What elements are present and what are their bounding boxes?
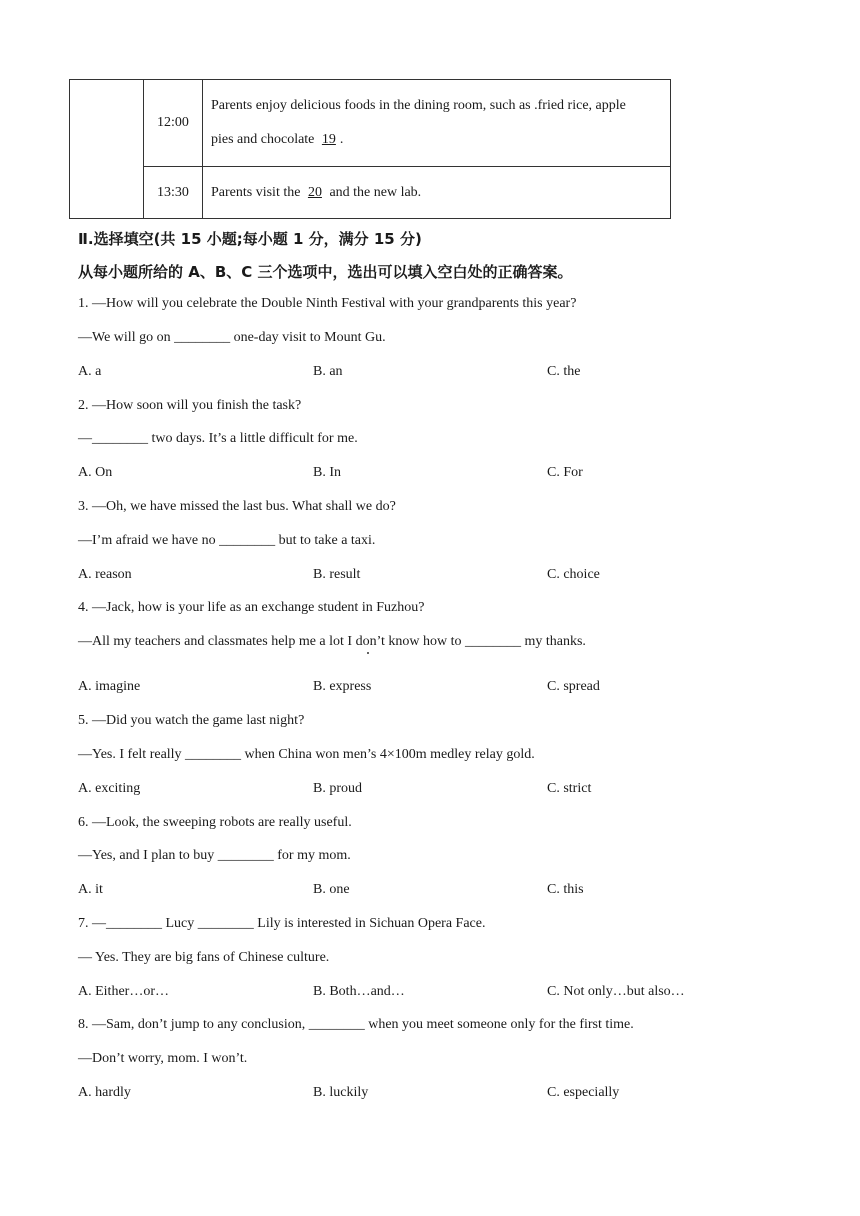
stray-mark <box>367 652 369 654</box>
question-stem: 5. —Did you watch the game last night? <box>78 713 305 728</box>
activity-cell <box>203 167 671 219</box>
question-response: —All my teachers and classmates help me a lot I don’t know how to ________ my thanks. <box>78 634 586 649</box>
section-title: Ⅱ.选择填空(共 15 小题;每小题 1 分，满分 15 分) <box>78 230 422 248</box>
activity-line-2: pies and chocolate <box>211 132 315 147</box>
question-response: —Yes. I felt really ________ when China won men’s 4×100m medley relay gold. <box>78 747 535 762</box>
option-b[interactable]: B. luckily <box>313 1085 369 1100</box>
question-stem: 4. —Jack, how is your life as an exchange student in Fuzhou? <box>78 600 425 615</box>
option-a[interactable]: A. a <box>78 364 102 379</box>
option-b[interactable]: B. express <box>313 679 372 694</box>
question-stem: 1. —How will you celebrate the Double Ninth Festival with your grandparents this year? <box>78 296 577 311</box>
option-a[interactable]: A. imagine <box>78 679 141 694</box>
time-cell: 12:00 <box>144 80 203 167</box>
option-a[interactable]: A. it <box>78 882 103 897</box>
schedule-row <box>70 167 671 219</box>
option-b[interactable]: B. In <box>313 465 341 480</box>
schedule-table <box>69 79 671 219</box>
question-response: — Yes. They are big fans of Chinese culture. <box>78 950 330 965</box>
option-a[interactable]: A. exciting <box>78 781 141 796</box>
activity-text <box>211 89 664 157</box>
option-b[interactable]: B. Both…and… <box>313 984 405 999</box>
activity-line-2-end: . <box>339 132 344 147</box>
option-b[interactable]: B. proud <box>313 781 362 796</box>
question-response: —We will go on ________ one-day visit to Mount Gu. <box>78 330 386 345</box>
option-b[interactable]: B. one <box>313 882 350 897</box>
question-response: —Don’t worry, mom. I won’t. <box>78 1051 248 1066</box>
schedule-row <box>70 80 671 167</box>
option-a[interactable]: A. hardly <box>78 1085 131 1100</box>
option-a[interactable]: A. reason <box>78 567 132 582</box>
activity-pre: Parents visit the <box>211 184 301 200</box>
option-c[interactable]: C. Not only…but also… <box>547 984 685 999</box>
option-a[interactable]: A. Either…or… <box>78 984 169 999</box>
question-stem: 3. —Oh, we have missed the last bus. What shall we do? <box>78 499 396 514</box>
activity-cell <box>203 80 671 167</box>
option-b[interactable]: B. an <box>313 364 343 379</box>
question-response: —________ two days. It’s a little difficult for me. <box>78 431 358 446</box>
blank-19[interactable]: 19 <box>321 132 336 147</box>
question-stem: 7. —________ Lucy ________ Lily is interested in Sichuan Opera Face. <box>78 916 486 931</box>
question-response: —I’m afraid we have no ________ but to take a taxi. <box>78 533 376 548</box>
option-c[interactable]: C. strict <box>547 781 592 796</box>
blank-20[interactable]: 20 <box>307 184 322 200</box>
section-instruction: 从每小题所给的 A、B、C 三个选项中，选出可以填入空白处的正确答案。 <box>78 263 573 281</box>
option-c[interactable]: C. choice <box>547 567 600 582</box>
option-b[interactable]: B. result <box>313 567 361 582</box>
question-response: —Yes, and I plan to buy ________ for my mom. <box>78 848 351 863</box>
option-c[interactable]: C. the <box>547 364 581 379</box>
time-cell: 13:30 <box>144 167 203 219</box>
option-c[interactable]: C. spread <box>547 679 600 694</box>
question-stem: 8. —Sam, don’t jump to any conclusion, ________ when you meet someone only for the first time. <box>78 1017 634 1032</box>
blank-cell <box>70 80 144 219</box>
option-c[interactable]: C. especially <box>547 1085 620 1100</box>
question-stem: 6. —Look, the sweeping robots are really useful. <box>78 815 352 830</box>
option-a[interactable]: A. On <box>78 465 113 480</box>
option-c[interactable]: C. this <box>547 882 584 897</box>
question-stem: 2. —How soon will you finish the task? <box>78 398 302 413</box>
activity-post: and the new lab. <box>329 184 422 200</box>
activity-line-1: Parents enjoy delicious foods in the dining room, such as .fried rice, apple <box>211 98 626 113</box>
option-c[interactable]: C. For <box>547 465 583 480</box>
